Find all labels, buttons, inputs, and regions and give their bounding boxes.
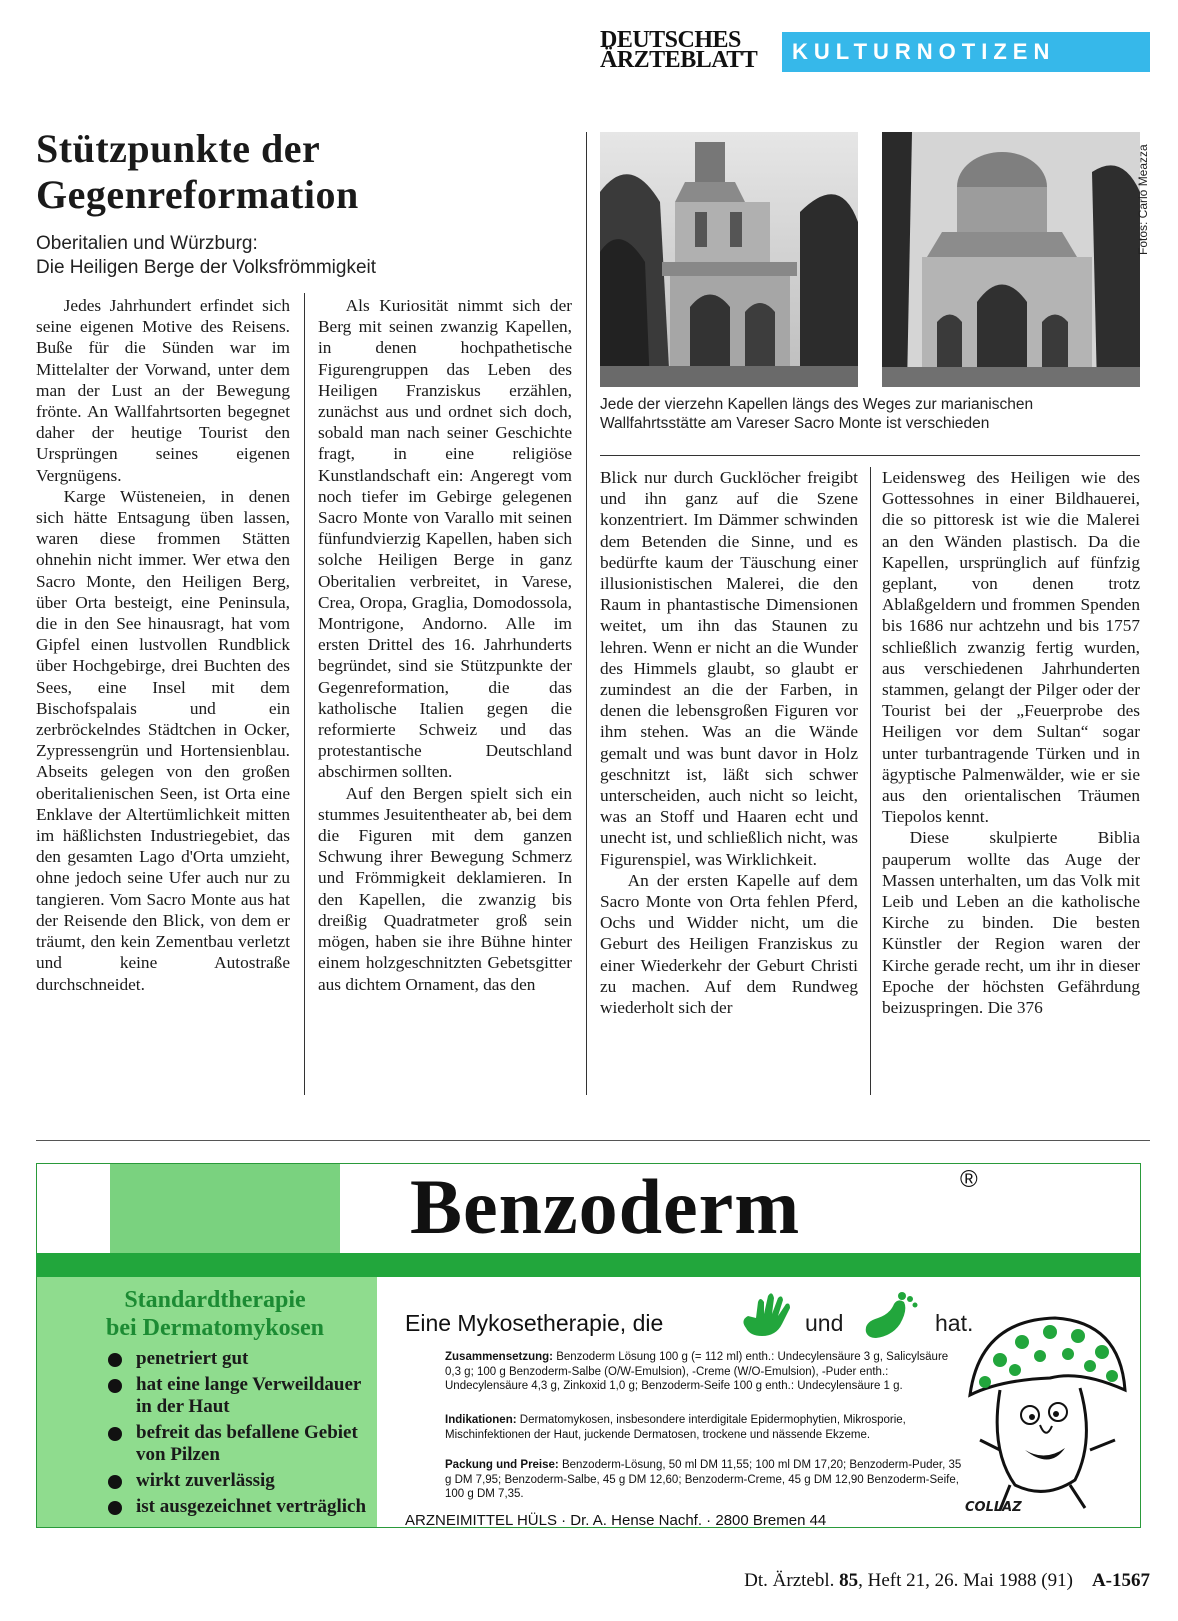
text-column-3	[600, 467, 858, 1018]
mushroom-mascot-illustration	[960, 1300, 1130, 1525]
indications-body: Dermatomykosen, insbesondere interdigitale Epidermophytien, Mikrosporie, Mischinfektionen der Haut, juckende Dermatosen, trockene und nässende Ekzeme.	[445, 1414, 906, 1441]
manufacturer-line: ARZNEIMITTEL HÜLS · Dr. A. Hense Nachf. · 2800 Bremen 44	[405, 1512, 827, 1529]
text-column-4	[882, 467, 1140, 1018]
artist-signature: COLLAZ	[965, 1500, 1022, 1515]
paragraph: Auf den Bergen spielt sich ein stummes Jesuitentheater ab, bei dem die Figuren mit dem ganzen Schwung ihrer Bewegung Schmerz und Frömmigkeit deklamieren. In den Kapellen, die zwanzig bis dreißig Quadratmeter groß sein mögen, haben sie ihre Bühne hinter einem holzgeschnitzten Gebetsgitter aus dichtem Ornament, das den	[318, 783, 572, 994]
foot-icon	[860, 1290, 920, 1340]
packaging-text	[405, 1458, 965, 1502]
page-footer	[600, 1570, 1150, 1592]
benefit-list	[108, 1348, 378, 1522]
article-subtitle	[36, 232, 576, 280]
paragraph: Als Kuriosität nimmt sich der Berg mit seinen zwanzig Kapellen, in denen hochpathetische Figurengruppen das Leben des Heiligen Franziskus erzählen, zunächst aus und ordnet sich doch, sobald man nach seiner Geschichte fragt, in eine religiöse Kunstlandschaft ein: Angeregt vom noch tiefer im Gebirge gelegenen Sacro Monte von Varallo mit seinen fünfundvierzig Kapellen, haben sich solche Heiligen Berge in ganz Oberitalien verbreitet, in Varese, Crea, Oropa, Graglia, Domodossola, Montrigone, Andorno. Alle im ersten Drittel des 16. Jahrhunderts begründet, sind sie Stützpunkte der Gegenreformation, die das katholische Italien gegen die reformierte Schweiz und das protestantische Deutschland abschirmen sollten.	[318, 296, 572, 782]
text-column-1	[36, 295, 290, 995]
composition-text	[405, 1350, 965, 1394]
paragraph: Blick nur durch Gucklöcher freigibt und ihn ganz auf die Szene konzentriert. Im Dämmer schwinden dem Betenden die Sinne, und es bedürfte kaum der Täuschung einer illusionistischen Malerei, die den Raum in phantastische Dimensionen weitet, um ihn das Staunen zu lehren. Wenn er nicht an die Wunder des Himmels glaubt, so glaubt er zumindest an die der Farben, in denen die lebensgroßen Figuren vor ihm stehen. Was an die Wände gemalt und was bunt davor in Holz geschnitzt ist, läßt sich schwer unterscheiden, auch nicht so leicht, was an Stoff und Haaren echt und unecht ist, und schließlich nicht, was Figurenspiel, was Wirklichkeit.	[600, 468, 858, 869]
tagline-end: hat.	[935, 1310, 974, 1336]
paragraph: Karge Wüsteneien, in denen sich hätte Entsagung üben lassen, waren diese frommen Stätten ohnehin nicht immer. Wer etwa den Sacro Monte, den Heiligen Berg, über Orta besteigt, eine Peninsula, die in den See hinausragt, hat vom Gipfel einen lustvollen Rundblick über Hochgebirge, drei Buchten des Sees, eine Insel mit dem Bischofspalais und ein zerbröckelndes Städtchen in Ocker, Zypressengrün und Hortensienblau. Abseits gelegen von den großen oberitalienischen Seen, ist Orta eine Enklave der Altertümlichkeit mitten im häßlichsten Industriegebiet, das den gesamten Lago d'Orta umzieht, ohne jedoch seine Ufer auch nur zu tangieren. Vom Sacro Monte aus hat der Reisende den Blick, von dem er träumt, den kein Zementbau verletzt und keine Autostraße durchschneidet.	[36, 486, 290, 994]
chapel-photo-1	[600, 132, 858, 387]
chapel-photo-2	[882, 132, 1140, 387]
caption-divider	[600, 455, 1140, 456]
benefit-item: befreit das befallene Gebiet von Pilzen	[108, 1422, 378, 1466]
column-divider	[870, 467, 871, 1095]
section-label: KULTURNOTIZEN	[782, 32, 1150, 72]
title-line-2: Gegenreformation	[36, 172, 359, 217]
subtitle-line-2: Die Heiligen Berge der Volksfrömmigkeit	[36, 257, 377, 278]
benefit-item: ist ausgezeichnet verträglich	[108, 1496, 378, 1518]
packaging-label: Packung und Preise:	[445, 1459, 559, 1471]
masthead-logo	[600, 27, 770, 73]
masthead-line1: DEUTSCHES	[600, 27, 741, 53]
photo-caption	[600, 395, 1150, 433]
packaging-body: Benzoderm-Lösung, 50 ml DM 11,55; 100 ml DM 17,20; Benzoderm-Puder, 35 g DM 7,95; Benzoderm-Salbe, 45 g DM 12,60; Benzoderm-Creme, 45 g DM 12,90 Benzoderm-Seife, 100 g DM 7,35.	[445, 1459, 962, 1500]
subtitle-line-1: Oberitalien und Würzburg:	[36, 233, 258, 254]
tagline-start: Eine Mykosetherapie, die	[405, 1310, 664, 1336]
paragraph: Leidensweg des Heiligen wie des Gottessohnes in einer Bildhauerei, die so pittoresk ist wie die Malerei an den Wänden plastisch. Da die Kapellen, ursprünglich auf fünfzig geplant, von denen trotz Ablaßgeldern und frommen Spenden bis 1686 nur achtzehn und bis 1757 schließlich zwanzig fertig wurden, aus verschiedenen Jahrhunderten stammen, gelangt der Pilger oder der Tourist bei der „Feuerprobe des Heiligen vor dem Sultan“ sogar unter turbantragende Türken und in ägyptische Palmenwälder, wie er sie aus den orientalischen Träumen Tiepolos kennt.	[882, 468, 1140, 827]
paragraph: Jedes Jahrhundert erfindet sich seine eigenen Motive des Reisens. Buße für die Sünden war im Mittelalter der Vorwand, unter dem man der Lust an der Bewegung frönte. An Wallfahrtsorten begegnet daher der heutige Tourist den Ursprüngen seines eigenen Vergnügens.	[36, 296, 290, 485]
journal-name: Dt. Ärztebl.	[744, 1570, 835, 1591]
composition-label: Zusammensetzung:	[445, 1351, 553, 1363]
caption-line-2: Wallfahrtsstätte am Vareser Sacro Monte ist verschieden	[600, 415, 990, 432]
issue-info: , Heft 21, 26. Mai 1988 (91)	[858, 1570, 1073, 1591]
volume-number: 85	[839, 1570, 859, 1591]
ad-separator	[36, 1140, 1150, 1141]
composition-body: Benzoderm Lösung 100 g (= 112 ml) enth.: Undecylensäure 3 g, Salicylsäure 0,3 g; 100 g Benzoderm-Salbe (O/W-Emulsion), -Creme (W/O-Emulsion), -Puder enth.: Undecylensäure 4,3 g, Zinkoxid 1,0 g; Benzoderm-Seife 100 g enth.: Undecylensäure 1 g.	[445, 1351, 949, 1392]
hand-icon	[738, 1290, 798, 1340]
benefit-item: wirkt zuverlässig	[108, 1470, 378, 1492]
ad-green-band	[36, 1253, 1141, 1277]
ad-headline	[60, 1286, 370, 1342]
masthead-line2: ÄRZTEBLATT	[600, 47, 758, 73]
benefit-item: hat eine lange Verweildauer in der Haut	[108, 1374, 378, 1418]
title-line-1: Stützpunkte der	[36, 126, 321, 171]
brand-logo: Benzoderm	[410, 1163, 801, 1250]
article-title	[36, 126, 576, 218]
page-number: A-1567	[1091, 1570, 1150, 1591]
paragraph: An der ersten Kapelle auf dem Sacro Monte von Orta fehlen Pferd, Ochs und Widder nicht, um die Geburt des Heiligen Franziskus zu einer Wiederkehr der Geburt Christi zu machen. Auf dem Rundweg wiederholt sich der	[600, 870, 858, 1018]
column-divider	[304, 293, 305, 1095]
caption-line-1: Jede der vierzehn Kapellen längs des Weges zur marianischen	[600, 396, 1034, 413]
column-divider	[586, 132, 587, 1095]
photo-credit: Fotos: Carlo Meazza	[1136, 144, 1150, 255]
paragraph: Diese skulpierte Biblia pauperum wollte das Auge der Massen unterhalten, um das Volk mit Leib und Leben an die katholische Kirche zu binden. Die besten Künstler der Region waren der Kirche gerade recht, um ihr in dieser Epoche der höchsten Gefährdung beizuspringen. Die 376	[882, 828, 1140, 1018]
tagline-mid: und	[805, 1310, 844, 1336]
registered-mark: ®	[960, 1166, 978, 1193]
indications-text	[405, 1413, 965, 1442]
text-column-2	[318, 295, 572, 995]
indications-label: Indikationen:	[445, 1414, 517, 1426]
benefit-item: penetriert gut	[108, 1348, 378, 1370]
headline-line-1: Standardtherapie	[124, 1287, 306, 1313]
headline-line-2: bei Dermatomykosen	[106, 1315, 324, 1341]
